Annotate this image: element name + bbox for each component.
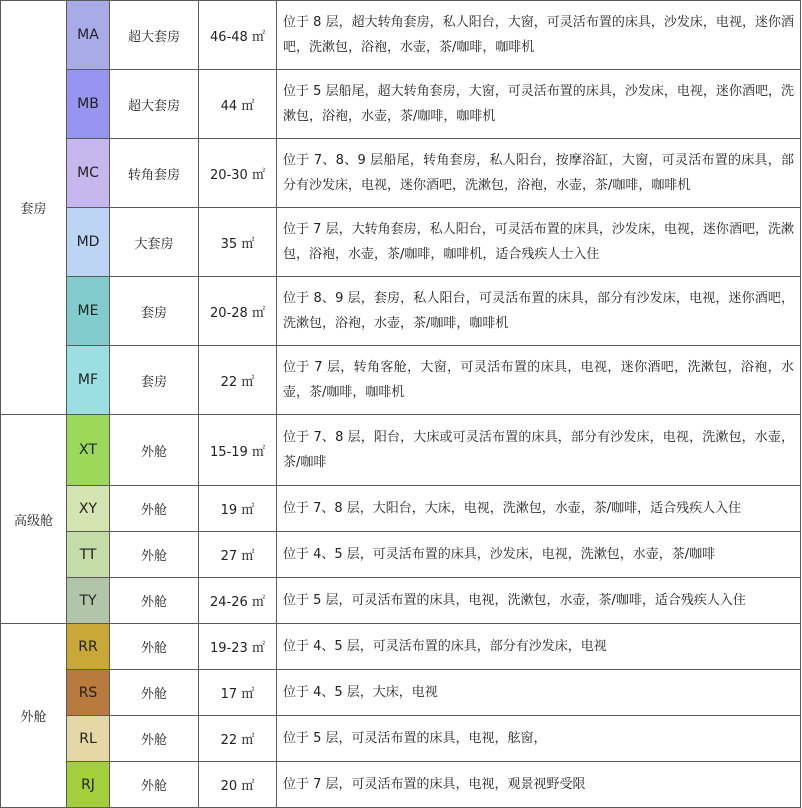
cabin-area-cell: 19 ㎡ — [199, 486, 277, 532]
cabin-description-cell: 位于 7、8、9 层船尾，转角套房，私人阳台，按摩浴缸，大窗，可灵活布置的床具，部分有沙发床，电视，迷你酒吧，洗漱包，浴袍，水壶，茶/咖啡，咖啡机 — [277, 139, 801, 208]
cabin-description-cell: 位于 7 层，可灵活布置的床具，电视，观景视野受限 — [277, 762, 801, 808]
cabin-code-cell: RS — [67, 670, 110, 716]
cabin-area-cell: 20-28 ㎡ — [199, 277, 277, 346]
cabin-code-cell: RL — [67, 716, 110, 762]
cabin-row — [1, 70, 801, 139]
cabin-row — [1, 208, 801, 277]
cabin-type-cell: 外舱 — [110, 415, 199, 486]
cabin-type-cell: 套房 — [110, 277, 199, 346]
cabin-code-cell: TT — [67, 532, 110, 578]
cabin-row — [1, 532, 801, 578]
cabin-description-cell: 位于 7 层，大转角套房，私人阳台，可灵活布置的床具，沙发床，电视，迷你酒吧，洗漱包，浴袍，水壶，茶/咖啡，咖啡机，适合残疾人士入住 — [277, 208, 801, 277]
cabin-area-cell: 35 ㎡ — [199, 208, 277, 277]
cabin-description-cell: 位于 4、5 层，可灵活布置的床具，沙发床，电视，洗漱包，水壶，茶/咖啡 — [277, 532, 801, 578]
cabin-area-cell: 22 ㎡ — [199, 716, 277, 762]
cabin-description-cell: 位于 8 层，超大转角套房，私人阳台，大窗，可灵活布置的床具，沙发床，电视，迷你酒吧，洗漱包，浴袍，水壶，茶/咖啡，咖啡机 — [277, 1, 801, 70]
cabin-type-cell: 外舱 — [110, 624, 199, 670]
category-cell: 外舱 — [1, 624, 67, 808]
cabin-area-cell: 19-23 ㎡ — [199, 624, 277, 670]
cabin-area-cell: 20 ㎡ — [199, 762, 277, 808]
cabin-type-cell: 外舱 — [110, 716, 199, 762]
cabin-description-cell: 位于 4、5 层，大床，电视 — [277, 670, 801, 716]
cabin-description-cell: 位于 7、8 层，大阳台，大床，电视，洗漱包，水壶，茶/咖啡，适合残疾人入住 — [277, 486, 801, 532]
category-cell: 高级舱 — [1, 415, 67, 624]
cabin-code-cell: RJ — [67, 762, 110, 808]
cabin-row — [1, 716, 801, 762]
cabin-row — [1, 346, 801, 415]
cabin-code-cell: MF — [67, 346, 110, 415]
cabin-code-cell: MA — [67, 1, 110, 70]
cabin-type-cell: 外舱 — [110, 486, 199, 532]
cabin-type-cell: 套房 — [110, 346, 199, 415]
cabin-area-cell: 44 ㎡ — [199, 70, 277, 139]
cabin-code-cell: MC — [67, 139, 110, 208]
cabin-description-cell: 位于 5 层，可灵活布置的床具，电视，舷窗， — [277, 716, 801, 762]
cabin-code-cell: MB — [67, 70, 110, 139]
cabin-row — [1, 578, 801, 624]
cabin-code-cell: TY — [67, 578, 110, 624]
cabin-description-cell: 位于 7、8 层，阳台，大床或可灵活布置的床具，部分有沙发床，电视，洗漱包，水壶，茶/咖啡 — [277, 415, 801, 486]
cabin-area-cell: 24-26 ㎡ — [199, 578, 277, 624]
cabin-description-cell: 位于 5 层船尾，超大转角套房，大窗，可灵活布置的床具，沙发床，电视，迷你酒吧，洗漱包，浴袍，水壶，茶/咖啡，咖啡机 — [277, 70, 801, 139]
cabin-table-body — [1, 1, 801, 808]
cabin-code-cell: ME — [67, 277, 110, 346]
cabin-area-cell: 46-48 ㎡ — [199, 1, 277, 70]
cabin-row — [1, 624, 801, 670]
cabin-row — [1, 1, 801, 70]
cabin-description-cell: 位于 7 层，转角客舱，大窗，可灵活布置的床具，电视，迷你酒吧，洗漱包，浴袍，水壶，茶/咖啡，咖啡机 — [277, 346, 801, 415]
cabin-type-cell: 超大套房 — [110, 1, 199, 70]
cabin-type-cell: 转角套房 — [110, 139, 199, 208]
cabin-row — [1, 415, 801, 486]
cabin-type-cell: 外舱 — [110, 670, 199, 716]
cabin-code-cell: RR — [67, 624, 110, 670]
cabin-type-cell: 外舱 — [110, 762, 199, 808]
cabin-type-cell: 大套房 — [110, 208, 199, 277]
cabin-row — [1, 139, 801, 208]
cabin-row — [1, 762, 801, 808]
cabin-area-cell: 20-30 ㎡ — [199, 139, 277, 208]
cabin-area-cell: 27 ㎡ — [199, 532, 277, 578]
cabin-row — [1, 277, 801, 346]
cabin-description-cell: 位于 4、5 层，可灵活布置的床具，部分有沙发床，电视 — [277, 624, 801, 670]
cabin-type-cell: 外舱 — [110, 578, 199, 624]
cabin-code-cell: XT — [67, 415, 110, 486]
cabin-code-cell: XY — [67, 486, 110, 532]
cabin-area-cell: 15-19 ㎡ — [199, 415, 277, 486]
cabin-code-cell: MD — [67, 208, 110, 277]
cabin-type-cell: 外舱 — [110, 532, 199, 578]
cabin-row — [1, 670, 801, 716]
category-cell: 套房 — [1, 1, 67, 415]
cabin-area-cell: 22 ㎡ — [199, 346, 277, 415]
cabin-row — [1, 486, 801, 532]
cabin-description-cell: 位于 8、9 层，套房，私人阳台，可灵活布置的床具，部分有沙发床，电视，迷你酒吧，洗漱包，浴袍，水壶，茶/咖啡，咖啡机 — [277, 277, 801, 346]
cabin-area-cell: 17 ㎡ — [199, 670, 277, 716]
cabin-type-cell: 超大套房 — [110, 70, 199, 139]
cabin-description-cell: 位于 5 层，可灵活布置的床具，电视，洗漱包，水壶，茶/咖啡，适合残疾人入住 — [277, 578, 801, 624]
